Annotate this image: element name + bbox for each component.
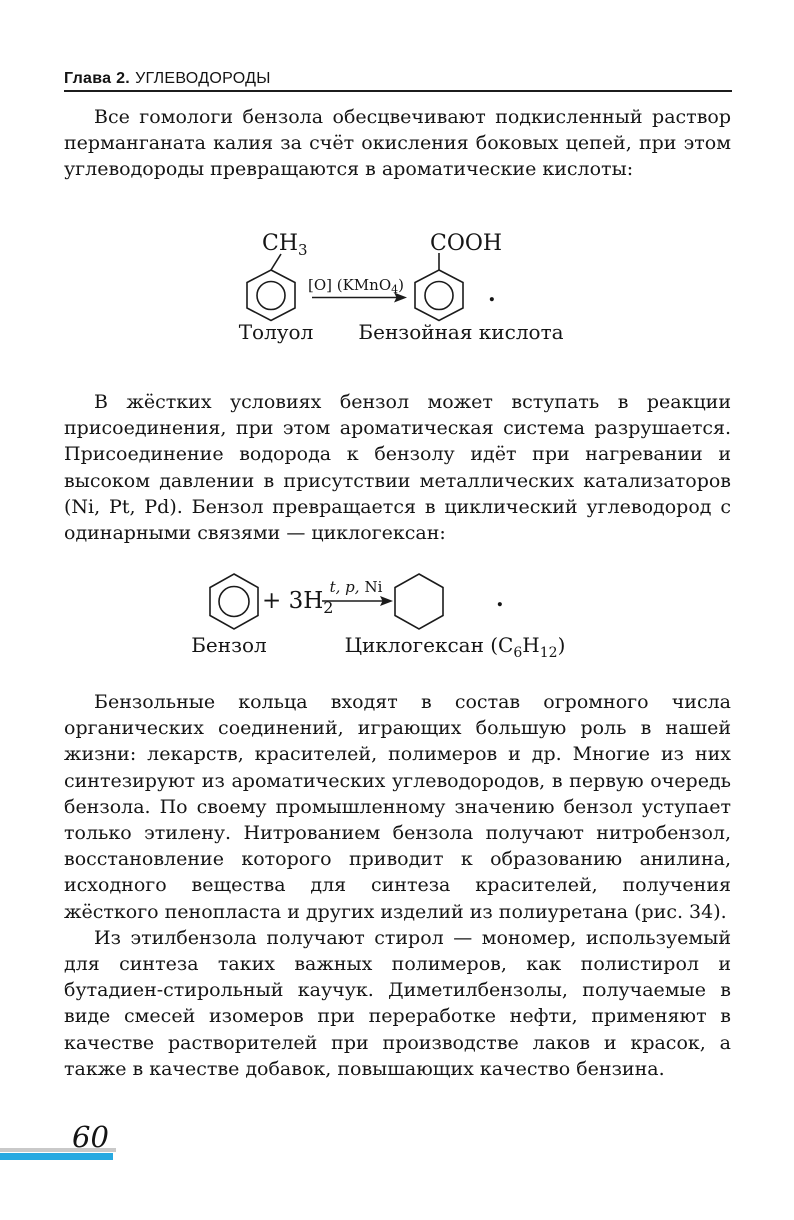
toluene-ch3-formula: $CH_3$ — [262, 231, 308, 259]
reaction2-arrow-label: t, p, Ni — [329, 578, 383, 596]
benzoic-acid-label: Бензойная кислота — [358, 320, 564, 344]
reaction1-arrow-label: [O] (KMnO$_4$) — [307, 276, 405, 296]
toluene-benzene-ring — [247, 270, 295, 321]
chapter-number: Глава 2. — [64, 70, 131, 87]
cyclohexane-label: Циклогексан $(C_6H_{12})$ — [344, 633, 566, 661]
paragraph-addition-reactions: В жёстких условиях бензол может вступать в реакции присоединения, при этом ароматическая система разрушается. Присоединение водорода к бензолу идёт при нагревании и высоком давлении в присутствии металлических катализаторов (Ni, Pt, Pd). Бензол превращается в циклический углеводород с одинарными связями — циклогексан: — [64, 391, 731, 545]
benzoic-aromatic-circle — [425, 282, 453, 310]
footer-rule-cyan — [0, 1153, 113, 1160]
header-rule — [64, 90, 732, 92]
benzene-ring — [210, 574, 258, 629]
cyclohexane-ring — [395, 574, 443, 629]
hydrogen-reagent-formula: + $3H_2$ — [262, 588, 334, 617]
paragraph-styrene-xylenes: Из этилбензола получают стирол — мономер, используемый для синтеза таких важных полимеров, как полистирол и бутадиен-стирольный каучук. Диметилбензолы, получаемые в виде смесей изомеров при переработке нефти, применяют в качестве растворителей при производстве лаков и красок, а также в качестве добавок, повышающих качество бензина. — [64, 926, 731, 1080]
toluene-ch3-bond — [271, 254, 281, 270]
benzoic-cooh-formula: COOH — [430, 231, 503, 256]
chapter-title: УГЛЕВОДОРОДЫ — [135, 70, 271, 87]
toluene-aromatic-circle — [257, 282, 285, 310]
reaction1-period: . — [488, 281, 496, 307]
benzene-aromatic-circle — [219, 587, 249, 617]
body-text-block — [64, 689, 731, 1082]
paragraph-oxidation-intro: Все гомологи бензола обесцвечивают подкисленный раствор перманганата калия за счёт окисления боковых цепей, при этом углеводороды превращаются в ароматические кислоты: — [64, 106, 731, 181]
benzene-label: Бензол — [191, 633, 267, 657]
reaction2-period: . — [496, 586, 504, 612]
page-number: 60 — [72, 1120, 109, 1154]
reaction-diagram-benzene-hydrogenation — [175, 558, 625, 670]
benzoic-benzene-ring — [415, 270, 463, 321]
paragraph-benzene-uses: Бензольные кольца входят в состав огромного числа органических соединений, играющих большую роль в нашей жизни: лекарств, красителей, полимеров и др. Многие из них синтезируют из ароматических углеводородов, в первую очередь бензола. По своему промышленному значению бензол уступает только этилену. Нитрованием бензола получают нитробензол, восстановление которого приводит к образованию анилина, исходного вещества для синтеза красителей, получения жёсткого пенопласта и других изделий из полиуретана (рис. 34). — [64, 691, 731, 923]
running-head — [64, 70, 731, 88]
reaction-diagram-toluene-oxidation — [200, 222, 600, 350]
toluene-label: Толуол — [238, 320, 314, 344]
